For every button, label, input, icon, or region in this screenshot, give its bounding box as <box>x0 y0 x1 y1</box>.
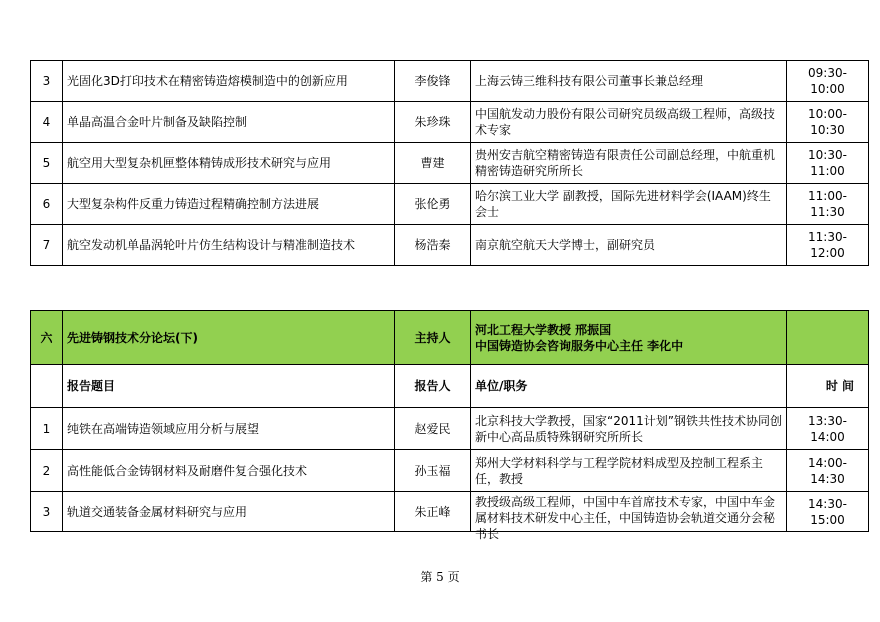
section-title: 先进铸钢技术分论坛(下) <box>63 311 395 365</box>
time-slot: 14:30-15:00 <box>787 492 869 532</box>
row-number: 5 <box>31 143 63 184</box>
row-number: 2 <box>31 450 63 492</box>
speaker-name: 曹建 <box>395 143 471 184</box>
host-line-2: 中国铸造协会咨询服务中心主任 李化中 <box>475 338 684 353</box>
table-row <box>31 492 869 532</box>
table-row <box>31 450 869 492</box>
speaker-affiliation: 贵州安吉航空精密铸造有限责任公司副总经理，中航重机精密铸造研究所所长 <box>471 143 787 184</box>
schedule-table-morning <box>30 60 869 266</box>
table-row <box>31 61 869 102</box>
empty-cell <box>787 311 869 365</box>
report-title: 纯铁在高端铸造领域应用分析与展望 <box>63 408 395 450</box>
report-title: 光固化3D打印技术在精密铸造熔模制造中的创新应用 <box>63 61 395 102</box>
schedule-table-afternoon <box>30 310 869 541</box>
row-number: 3 <box>31 492 63 532</box>
report-title: 高性能低合金铸钢材料及耐磨件复合强化技术 <box>63 450 395 492</box>
speaker-name: 张伦勇 <box>395 184 471 225</box>
time-slot: 10:30-11:00 <box>787 143 869 184</box>
page-number: 第 5 页 <box>420 570 460 584</box>
table-row <box>31 102 869 143</box>
row-number: 7 <box>31 225 63 266</box>
report-title: 大型复杂构件反重力铸造过程精确控制方法进展 <box>63 184 395 225</box>
row-number: 6 <box>31 184 63 225</box>
time-slot: 13:30-14:00 <box>787 408 869 450</box>
time-slot: 10:00-10:30 <box>787 102 869 143</box>
table-row <box>31 184 869 225</box>
speaker-affiliation: 郑州大学材料科学与工程学院材料成型及控制工程系主任，教授 <box>471 450 787 492</box>
time-slot: 11:00-11:30 <box>787 184 869 225</box>
speaker-name: 杨浩秦 <box>395 225 471 266</box>
row-number: 3 <box>31 61 63 102</box>
speaker-affiliation: 南京航空航天大学博士，副研究员 <box>471 225 787 266</box>
speaker-affiliation: 中国航发动力股份有限公司研究员级高级工程师，高级技术专家 <box>471 102 787 143</box>
speaker-affiliation: 哈尔滨工业大学 副教授，国际先进材料学会(IAAM)终生会士 <box>471 184 787 225</box>
column-header-title: 报告题目 <box>63 365 395 408</box>
table-row <box>31 143 869 184</box>
time-slot: 11:30-12:00 <box>787 225 869 266</box>
speaker-affiliation-cell <box>471 492 787 541</box>
empty-cell <box>31 365 63 408</box>
speaker-name: 朱珍珠 <box>395 102 471 143</box>
report-title: 单晶高温合金叶片制备及缺陷控制 <box>63 102 395 143</box>
host-names <box>471 311 787 365</box>
time-slot: 09:30-10:00 <box>787 61 869 102</box>
speaker-name: 李俊锋 <box>395 61 471 102</box>
speaker-affiliation: 教授级高级工程师，中国中车首席技术专家，中国中车金属材料技术研发中心主任，中国铸造协会轨道交通分会秘书长 <box>475 494 776 541</box>
speaker-affiliation: 北京科技大学教授，国家“2011计划”钢铁共性技术协同创新中心高品质特殊钢研究所所长 <box>471 408 787 450</box>
column-header-row <box>31 365 869 408</box>
report-title: 航空发动机单晶涡轮叶片仿生结构设计与精准制造技术 <box>63 225 395 266</box>
table-row <box>31 408 869 450</box>
host-label: 主持人 <box>395 311 471 365</box>
row-number: 1 <box>31 408 63 450</box>
column-header-time: 时 间 <box>787 365 869 408</box>
column-header-org: 单位/职务 <box>471 365 787 408</box>
speaker-name: 孙玉福 <box>395 450 471 492</box>
speaker-affiliation: 上海云铸三维科技有限公司董事长兼总经理 <box>471 61 787 102</box>
section-number: 六 <box>31 311 63 365</box>
host-line-1: 河北工程大学教授 邢振国 <box>475 322 612 337</box>
report-title: 轨道交通装备金属材料研究与应用 <box>63 492 395 532</box>
table-row <box>31 225 869 266</box>
row-number: 4 <box>31 102 63 143</box>
report-title: 航空用大型复杂机匣整体精铸成形技术研究与应用 <box>63 143 395 184</box>
speaker-name: 朱正峰 <box>395 492 471 532</box>
column-header-speaker: 报告人 <box>395 365 471 408</box>
section-header-row <box>31 311 869 365</box>
time-slot: 14:00-14:30 <box>787 450 869 492</box>
speaker-name: 赵爱民 <box>395 408 471 450</box>
